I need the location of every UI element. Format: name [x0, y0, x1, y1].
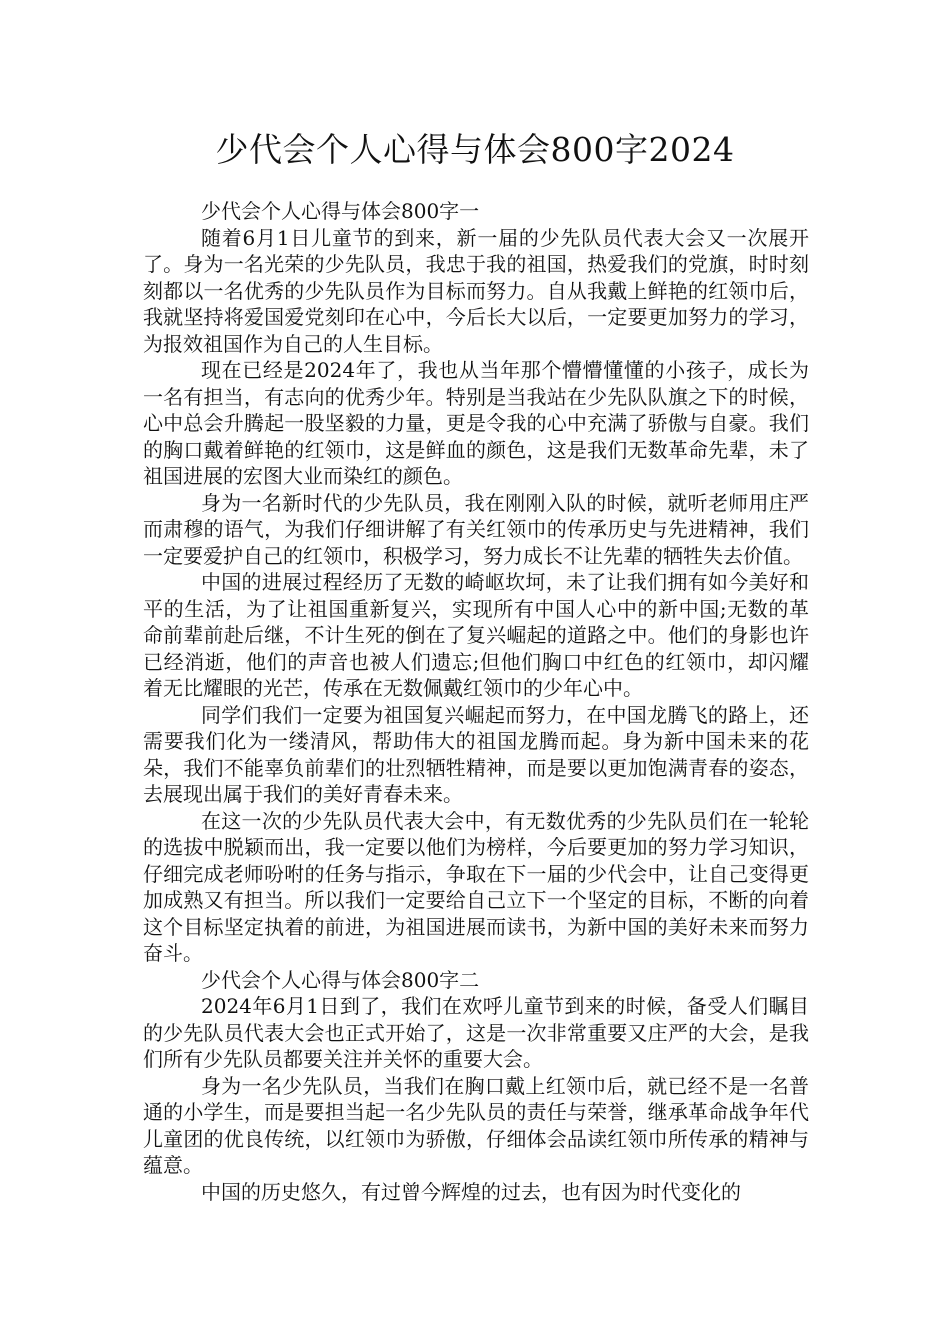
paragraph: 在这一次的少先队员代表大会中，有无数优秀的少先队员们在一轮轮的选拔中脱颖而出，我一定要以他们为榜样，今后要更加的努力学习知识，仔细完成老师吩咐的任务与指示，争取在下一届的少代会中，让自己变得更加成熟又有担当。所以我们一定要给自己立下一个坚定的目标，不断的向着这个目标坚定执着的前进，为祖国进展而读书，为新中国的美好未来而努力奋斗。 — [143, 808, 809, 965]
document-body — [143, 198, 809, 1205]
section-heading: 少代会个人心得与体会800字二 — [201, 967, 480, 992]
paragraph: 身为一名新时代的少先队员，我在刚刚入队的时候，就听老师用庄严而肃穆的语气，为我们仔细讲解了有关红领巾的传承历史与先进精神，我们一定要爱护自己的红领巾，积极学习，努力成长不让先辈的牺牲失去价值。 — [143, 490, 809, 568]
paragraph: 同学们我们一定要为祖国复兴崛起而努力，在中国龙腾飞的路上，还需要我们化为一缕清风，帮助伟大的祖国龙腾而起。身为新中国未来的花朵，我们不能辜负前辈们的壮烈牺牲精神，而是要以更加饱满青春的姿态，去展现出属于我们的美好青春未来。 — [143, 702, 809, 806]
paragraph: 随着6月1日儿童节的到来，新一届的少先队员代表大会又一次展开了。身为一名光荣的少先队员，我忠于我的祖国，热爱我们的党旗，时时刻刻都以一名优秀的少先队员作为目标而努力。自从我戴上鲜艳的红领巾后，我就坚持将爱国爱党刻印在心中，今后长大以后，一定要更加努力的学习，为报效祖国作为自己的人生目标。 — [143, 225, 809, 356]
paragraph: 现在已经是2024年了，我也从当年那个懵懵懂懂的小孩子，成长为一名有担当，有志向的优秀少年。特别是当我站在少先队队旗之下的时候，心中总会升腾起一股坚毅的力量，更是令我的心中充满了骄傲与自豪。我们的胸口戴着鲜艳的红领巾，这是鲜血的颜色，这是我们无数革命先辈，未了祖国进展的宏图大业而染红的颜色。 — [143, 358, 809, 488]
paragraph: 中国的进展过程经历了无数的崎岖坎坷，未了让我们拥有如今美好和平的生活，为了让祖国重新复兴，实现所有中国人心中的新中国;无数的革命前辈前赴后继，不计生死的倒在了复兴崛起的道路之中。他们的身影也许已经消逝，他们的声音也被人们遗忘;但他们胸口中红色的红领巾，却闪耀着无比耀眼的光芒，传承在无数佩戴红领巾的少年心中。 — [143, 570, 809, 700]
section-heading: 少代会个人心得与体会800字一 — [201, 199, 480, 223]
paragraph: 2024年6月1日到了，我们在欢呼儿童节到来的时候，备受人们瞩目的少先队员代表大会也正式开始了，这是一次非常重要又庄严的大会，是我们所有少先队员都要关注并关怀的重要大会。 — [143, 994, 809, 1071]
paragraph: 中国的历史悠久，有过曾今辉煌的过去，也有因为时代变化的 — [201, 1179, 741, 1204]
paragraph: 身为一名少先队员，当我们在胸口戴上红领巾后，就已经不是一名普通的小学生，而是要担当起一名少先队员的责任与荣誉，继承革命战争年代儿童团的优良传统，以红领巾为骄傲，仔细体会品读红领巾所传承的精神与蕴意。 — [143, 1073, 809, 1177]
document-title: 少代会个人心得与体会800字2024 — [215, 130, 735, 169]
